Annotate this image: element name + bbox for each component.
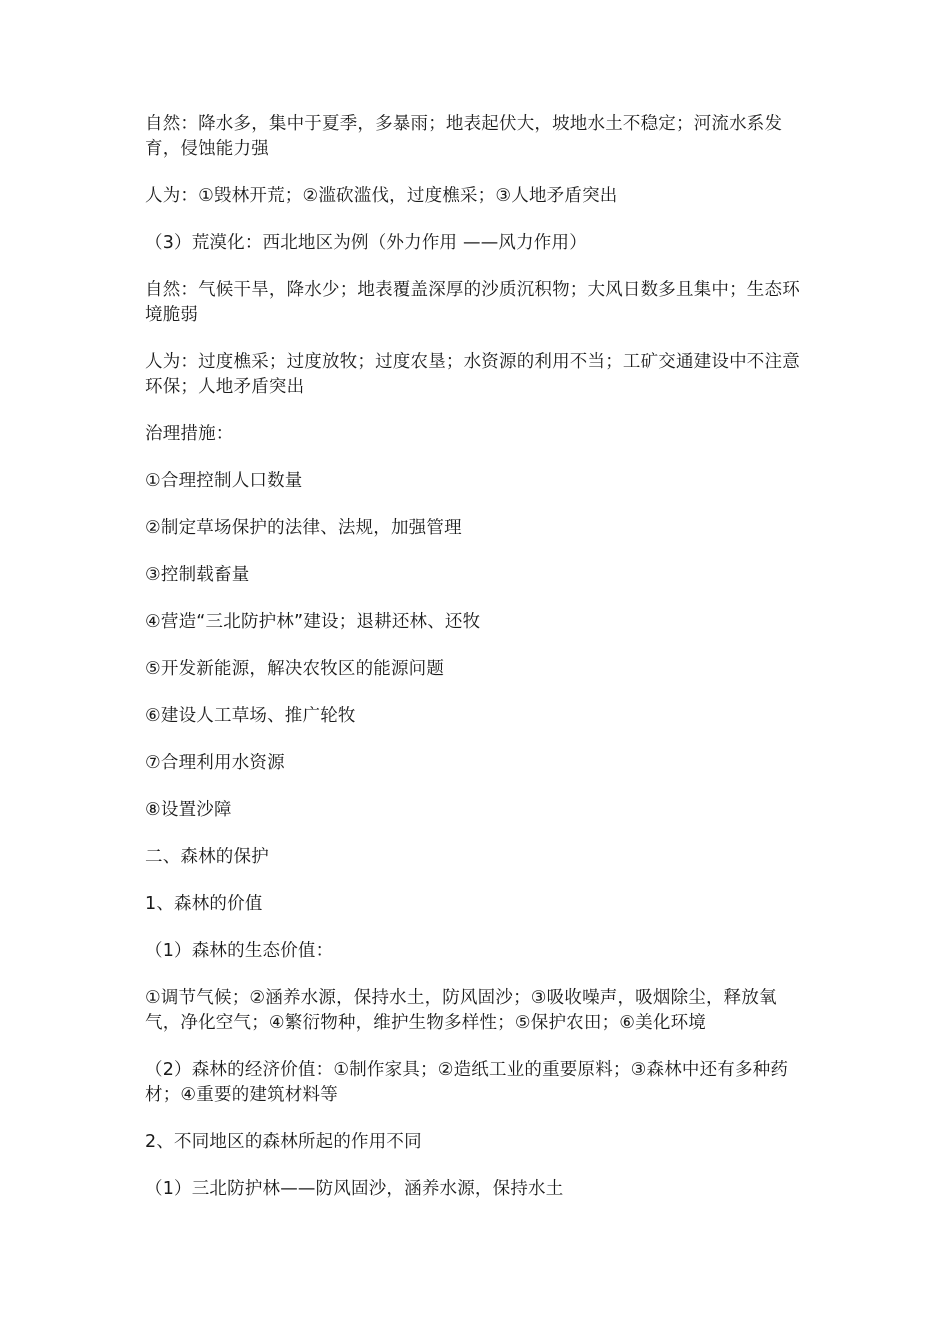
paragraph-soil-erosion-natural: 自然：降水多，集中于夏季，多暴雨；地表起伏大，坡地水土不稳定；河流水系发育，侵蚀能力强 xyxy=(145,114,783,159)
document-body xyxy=(145,112,810,1224)
list-item: ⑤开发新能源，解决农牧区的能源问题 xyxy=(145,659,445,679)
label-measures: 治理措施： xyxy=(145,424,234,444)
list-item: ②制定草场保护的法律、法规，加强管理 xyxy=(145,518,462,538)
section-heading-forest: 二、森林的保护 xyxy=(145,847,269,867)
paragraph-soil-erosion-human: 人为：①毁林开荒；②滥砍滥伐，过度樵采；③人地矛盾突出 xyxy=(145,186,618,206)
paragraph-ecological-value: ①调节气候；②涵养水源，保持水土，防风固沙；③吸收噪声，吸烟除尘，释放氧气，净化空气；④繁衍物种，维护生物多样性；⑤保护农田；⑥美化环境 xyxy=(145,988,777,1033)
list-item: ④营造“三北防护林”建设；退耕还林、还牧 xyxy=(145,612,481,632)
subheading-forest-value: 1、森林的价值 xyxy=(145,894,263,914)
subheading-ecological-value: （1）森林的生态价值： xyxy=(145,941,334,961)
list-item: ⑧设置沙障 xyxy=(145,800,232,820)
heading-desertification: （3）荒漠化：西北地区为例（外力作用 ——风力作用） xyxy=(145,233,587,253)
list-item: ①合理控制人口数量 xyxy=(145,471,303,491)
list-item: ③控制载畜量 xyxy=(145,565,250,585)
paragraph-desertification-human: 人为：过度樵采；过度放牧；过度农垦；水资源的利用不当；工矿交通建设中不注意环保；人地矛盾突出 xyxy=(145,352,800,397)
paragraph-economic-value: （2）森林的经济价值：①制作家具；②造纸工业的重要原料；③森林中还有多种药材；④重要的建筑材料等 xyxy=(145,1060,789,1105)
subheading-regional-roles: 2、不同地区的森林所起的作用不同 xyxy=(145,1132,422,1152)
list-item: ⑥建设人工草场、推广轮牧 xyxy=(145,706,356,726)
list-item: ⑦合理利用水资源 xyxy=(145,753,285,773)
paragraph-desertification-natural: 自然：气候干旱，降水少；地表覆盖深厚的沙质沉积物；大风日数多且集中；生态环境脆弱 xyxy=(145,280,800,325)
paragraph-three-north-shelterbelt: （1）三北防护林——防风固沙，涵养水源，保持水土 xyxy=(145,1179,564,1199)
